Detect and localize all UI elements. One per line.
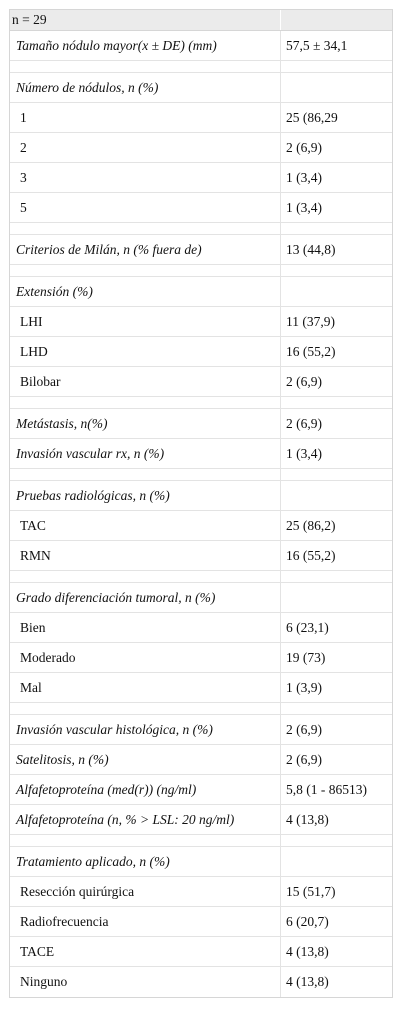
row-label: Satelitosis, n (%) xyxy=(10,745,281,774)
table-row xyxy=(10,409,392,439)
spacer-cell xyxy=(10,835,281,846)
table-row xyxy=(10,367,392,397)
row-label: Ninguno xyxy=(10,967,281,997)
table-row xyxy=(10,73,392,103)
row-label: Moderado xyxy=(10,643,281,672)
row-value: 2 (6,9) xyxy=(286,373,322,389)
table-row xyxy=(10,805,392,835)
row-label: Criterios de Milán, n (% fuera de) xyxy=(10,235,281,264)
row-value: 19 (73) xyxy=(286,649,326,665)
row-label: Extensión (%) xyxy=(10,277,281,306)
table-row xyxy=(10,673,392,703)
spacer-cell xyxy=(10,469,281,480)
table-row xyxy=(10,643,392,673)
row-label: LHD xyxy=(10,337,281,366)
row-value: 4 (13,8) xyxy=(286,943,329,959)
row-label: Tratamiento aplicado, n (%) xyxy=(10,847,281,876)
row-value: 16 (55,2) xyxy=(286,343,336,359)
row-label: Grado diferenciación tumoral, n (%) xyxy=(10,583,281,612)
table-row xyxy=(10,277,392,307)
table-row xyxy=(10,847,392,877)
table-row xyxy=(10,307,392,337)
row-value xyxy=(281,847,392,876)
row-label: Invasión vascular histológica, n (%) xyxy=(10,715,281,744)
table-row xyxy=(10,745,392,775)
table-row xyxy=(10,337,392,367)
spacer-row xyxy=(10,703,392,715)
row-value: 4 (13,8) xyxy=(286,974,329,989)
row-label: Bien xyxy=(10,613,281,642)
row-value: 57,5 ± 34,1 xyxy=(286,37,348,53)
row-value: 11 (37,9) xyxy=(286,313,335,329)
row-label: 2 xyxy=(10,133,281,162)
table-row xyxy=(10,613,392,643)
table-row xyxy=(10,541,392,571)
spacer-row xyxy=(10,223,392,235)
row-value xyxy=(281,481,392,510)
spacer-cell xyxy=(281,703,392,714)
table-row xyxy=(10,439,392,469)
row-value: 5,8 (1 - 86513) xyxy=(286,781,367,797)
row-label: Bilobar xyxy=(10,367,281,396)
row-value: 6 (23,1) xyxy=(286,619,329,635)
row-value: 25 (86,29 xyxy=(286,109,338,125)
spacer-cell xyxy=(281,835,392,846)
row-label: TAC xyxy=(10,511,281,540)
spacer-row xyxy=(10,469,392,481)
row-value: 2 (6,9) xyxy=(286,415,322,431)
spacer-row xyxy=(10,61,392,73)
spacer-cell xyxy=(10,223,281,234)
row-value xyxy=(281,583,392,612)
spacer-cell xyxy=(10,571,281,582)
row-value xyxy=(281,277,392,306)
spacer-cell xyxy=(281,61,392,72)
data-table xyxy=(9,9,393,998)
spacer-cell xyxy=(10,61,281,72)
row-label: 1 xyxy=(10,103,281,132)
spacer-cell xyxy=(281,397,392,408)
row-value: 1 (3,9) xyxy=(286,679,322,695)
table-row xyxy=(10,775,392,805)
spacer-row xyxy=(10,265,392,277)
table-row xyxy=(10,31,392,61)
header-value xyxy=(281,10,392,30)
spacer-cell xyxy=(281,571,392,582)
row-label: 5 xyxy=(10,193,281,222)
table-row xyxy=(10,715,392,745)
row-value: 2 (6,9) xyxy=(286,139,322,155)
spacer-cell xyxy=(281,469,392,480)
row-label: RMN xyxy=(10,541,281,570)
row-label: Alfafetoproteína (med(r)) (ng/ml) xyxy=(10,775,281,804)
row-label: Radiofrecuencia xyxy=(10,907,281,936)
table-row xyxy=(10,937,392,967)
row-label: Tamaño nódulo mayor(x ± DE) (mm) xyxy=(10,31,281,60)
row-value: 1 (3,4) xyxy=(286,169,322,185)
row-value: 25 (86,2) xyxy=(286,517,336,533)
table-row xyxy=(10,877,392,907)
row-label: LHI xyxy=(10,307,281,336)
table-row xyxy=(10,511,392,541)
table-row xyxy=(10,907,392,937)
row-label: 3 xyxy=(10,163,281,192)
row-label: Metástasis, n(%) xyxy=(10,409,281,438)
row-label: Resección quirúrgica xyxy=(10,877,281,906)
spacer-cell xyxy=(281,265,392,276)
row-label: Número de nódulos, n (%) xyxy=(10,73,281,102)
spacer-cell xyxy=(281,223,392,234)
row-label: Mal xyxy=(10,673,281,702)
table-body xyxy=(10,31,392,997)
row-value: 1 (3,4) xyxy=(286,445,322,461)
table-row xyxy=(10,235,392,265)
row-value: 6 (20,7) xyxy=(286,913,329,929)
row-label: Pruebas radiológicas, n (%) xyxy=(10,481,281,510)
row-value: 2 (6,9) xyxy=(286,751,322,767)
spacer-row xyxy=(10,835,392,847)
spacer-row xyxy=(10,571,392,583)
row-value: 1 (3,4) xyxy=(286,199,322,215)
spacer-cell xyxy=(10,397,281,408)
spacer-cell xyxy=(10,265,281,276)
table-row xyxy=(10,103,392,133)
table-row xyxy=(10,967,392,997)
header-label: n = 29 xyxy=(10,10,281,30)
row-value: 16 (55,2) xyxy=(286,547,336,563)
table-row xyxy=(10,163,392,193)
table-row xyxy=(10,133,392,163)
table-row xyxy=(10,583,392,613)
table-row xyxy=(10,481,392,511)
row-value: 13 (44,8) xyxy=(286,241,336,257)
row-value xyxy=(281,73,392,102)
spacer-cell xyxy=(10,703,281,714)
spacer-row xyxy=(10,397,392,409)
row-label: Invasión vascular rx, n (%) xyxy=(10,439,281,468)
table-row xyxy=(10,193,392,223)
row-value: 4 (13,8) xyxy=(286,811,329,827)
row-value: 15 (51,7) xyxy=(286,883,336,899)
row-label: TACE xyxy=(10,937,281,966)
row-label: Alfafetoproteína (n, % > LSL: 20 ng/ml) xyxy=(10,805,281,834)
table-header-row xyxy=(10,10,392,31)
row-value: 2 (6,9) xyxy=(286,721,322,737)
